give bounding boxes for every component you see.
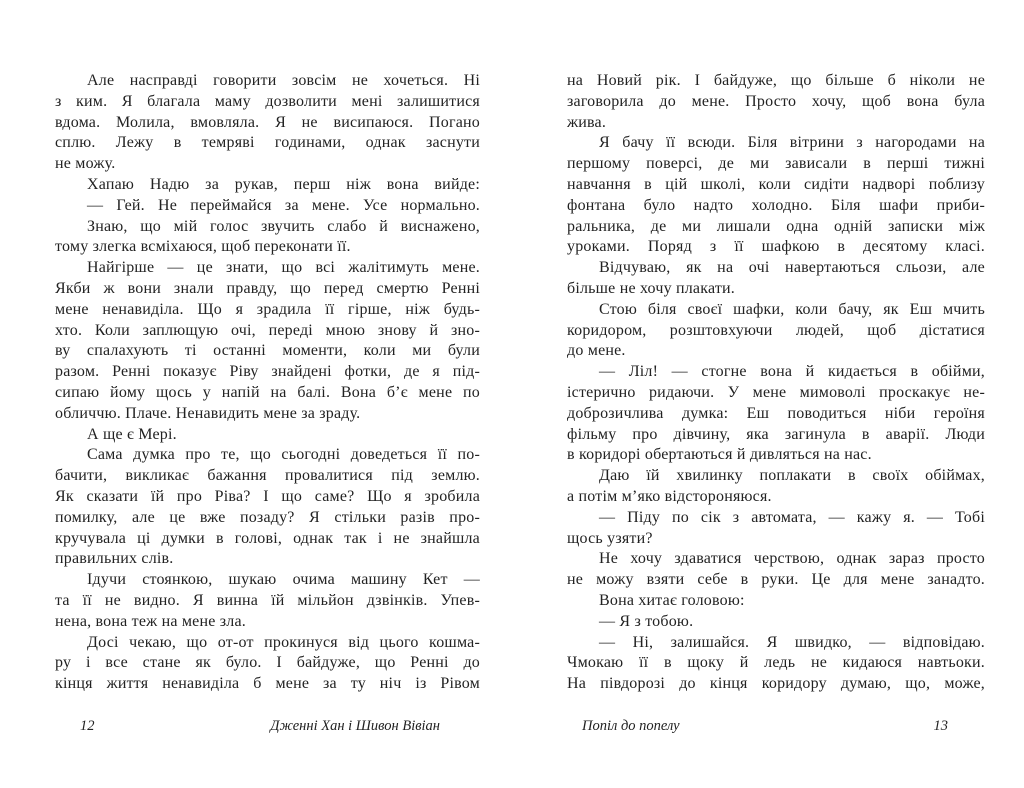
text-line: Ідучи стоянкою, шукаю очима машину Кет — xyxy=(87,571,480,589)
left-page-text xyxy=(55,71,480,695)
text-line: ву спалахують ті останні моменти, коли ми були xyxy=(55,342,480,360)
text-line: На півдорозі до кінця коридору думаю, що, може, xyxy=(567,675,985,693)
text-line: навчання в цій школі, коли сидіти надворі поблизу xyxy=(567,175,985,193)
page-number-left: 12 xyxy=(80,718,95,734)
text-line: помилку, але це вже позаду? Я стільки разів про- xyxy=(55,508,480,526)
text-line: заговорила до мене. Просто хочу, щоб вона була xyxy=(567,92,985,110)
text-line: Чмокаю її в щоку й ледь не кидаюся навтьоки. xyxy=(567,654,985,672)
text-line: більше не хочу плакати. xyxy=(567,279,735,297)
text-line: Як сказати їй про Ріва? І що саме? Що я зробила xyxy=(55,487,480,505)
text-line: — Я з тобою. xyxy=(599,612,694,630)
text-line: — Ліл! — стогне вона й кидається в обійми, xyxy=(599,363,985,381)
text-line: уроками. Поряд з її шафкою в десятому класі. xyxy=(567,238,985,256)
text-line: з ким. Я благала маму дозволити мені залишитися xyxy=(55,92,480,110)
text-line: Знаю, що мій голос звучить слабо й виснажено, xyxy=(87,217,480,235)
text-line: на Новий рік. І байдуже, що більше б ніколи не xyxy=(567,72,985,89)
text-line: не можу. xyxy=(55,155,116,173)
page-number-right: 13 xyxy=(933,718,948,734)
text-line: першому поверсі, де ми зависали в перші тижні xyxy=(567,155,985,173)
text-line: коридором, розштовхуючи людей, щоб дістатися xyxy=(567,321,985,339)
text-line: Досі чекаю, що от-от прокинуся від цього кошма- xyxy=(87,633,480,651)
text-line: — Ні, залишайся. Я швидко, — відповідаю. xyxy=(599,633,985,651)
text-line: сплю. Лежу в темряві годинами, однак заснути xyxy=(55,134,480,152)
text-line: разом. Ренні показує Ріву знайдені фотки, де я під- xyxy=(55,363,480,381)
text-line: бачити, викликає бажання провалитися під землю. xyxy=(55,467,480,485)
right-page-text xyxy=(567,71,985,695)
text-line: істерично ридаючи. У мене мимоволі проскакує не- xyxy=(567,383,985,401)
text-line: А ще є Мері. xyxy=(87,425,177,443)
text-line: нена, вона теж на мене зла. xyxy=(55,612,246,630)
text-line: а потім м’яко відстороняюся. xyxy=(567,487,772,505)
text-line: в коридорі обертаються й дивляться на нас. xyxy=(567,446,872,464)
text-line: не можу взяти себе в руки. Це для мене занадто. xyxy=(567,571,985,589)
text-line: кінця життя ненавиділа б мене за ту ніч із Рівом xyxy=(55,675,480,693)
running-footer-authors: Дженні Хан і Шивон Вівіан xyxy=(270,718,440,734)
running-footer-title: Попіл до попелу xyxy=(582,718,680,734)
text-line: Не хочу здаватися черствою, однак зараз просто xyxy=(599,550,985,568)
text-line: доброзичлива думка: Еш поводиться ніби героїня xyxy=(567,404,985,422)
text-line: та її не видно. Я винна їй мільйон дзвінків. Упев- xyxy=(55,591,480,609)
text-line: хто. Коли заплющую очі, переді мною знову й зно- xyxy=(55,321,480,339)
text-line: ру і все стане як було. І байдуже, що Ренні до xyxy=(55,654,480,672)
right-page-footer xyxy=(567,717,985,735)
text-line: щось узяти? xyxy=(567,529,653,547)
text-line: Я бачу її всюди. Біля вітрини з нагородами на xyxy=(599,134,985,152)
text-line: Відчуваю, як на очі навертаються сльози, але xyxy=(599,259,985,277)
text-line: ральника, де ми лишали одна одній записки між xyxy=(567,217,985,235)
text-line: фонтана було надто холодно. Біля шафи приби- xyxy=(567,196,985,214)
text-line: кручувала ці думки в голові, однак так і не знайшла xyxy=(55,529,480,547)
left-page-footer xyxy=(55,717,480,735)
text-line: фільму про дівчину, яка загинула в аварії. Люди xyxy=(567,425,985,443)
text-line: вдома. Молила, вмовляла. Я не висипаюся. Погано xyxy=(55,113,480,131)
text-line: Даю їй хвилинку поплакати в своїх обіймах, xyxy=(599,467,985,485)
text-line: обличчю. Плаче. Ненавидить мене за зраду. xyxy=(55,404,361,422)
text-line: Але насправді говорити зовсім не хочеться. Ні xyxy=(87,72,480,89)
text-line: — Гей. Не переймайся за мене. Усе нормально. xyxy=(87,196,480,214)
text-line: Вона хитає головою: xyxy=(599,591,745,609)
text-line: Якби ж вони знали правду, що перед смертю Ренні xyxy=(55,279,480,297)
text-line: — Піду по сік з автомата, — кажу я. — Тобі xyxy=(599,508,985,526)
text-line: сипаю йому щось у напій на балі. Вона б’є мене по xyxy=(55,383,480,401)
text-line: Хапаю Надю за рукав, перш ніж вона вийде: xyxy=(87,175,480,193)
text-line: жива. xyxy=(567,113,607,131)
text-line: Сама думка про те, що сьогодні доведеться її по- xyxy=(87,446,480,464)
text-line: до мене. xyxy=(567,342,626,360)
text-line: тому злегка всміхаюся, щоб переконати її. xyxy=(55,238,351,256)
text-line: правильних слів. xyxy=(55,550,174,568)
text-line: Найгірше — це знати, що всі жалітимуть мене. xyxy=(87,259,480,277)
text-line: Стою біля своєї шафки, коли бачу, як Еш мчить xyxy=(599,300,985,318)
text-line: мене ненавиділа. Що я зрадила її гірше, ніж будь- xyxy=(55,300,480,318)
